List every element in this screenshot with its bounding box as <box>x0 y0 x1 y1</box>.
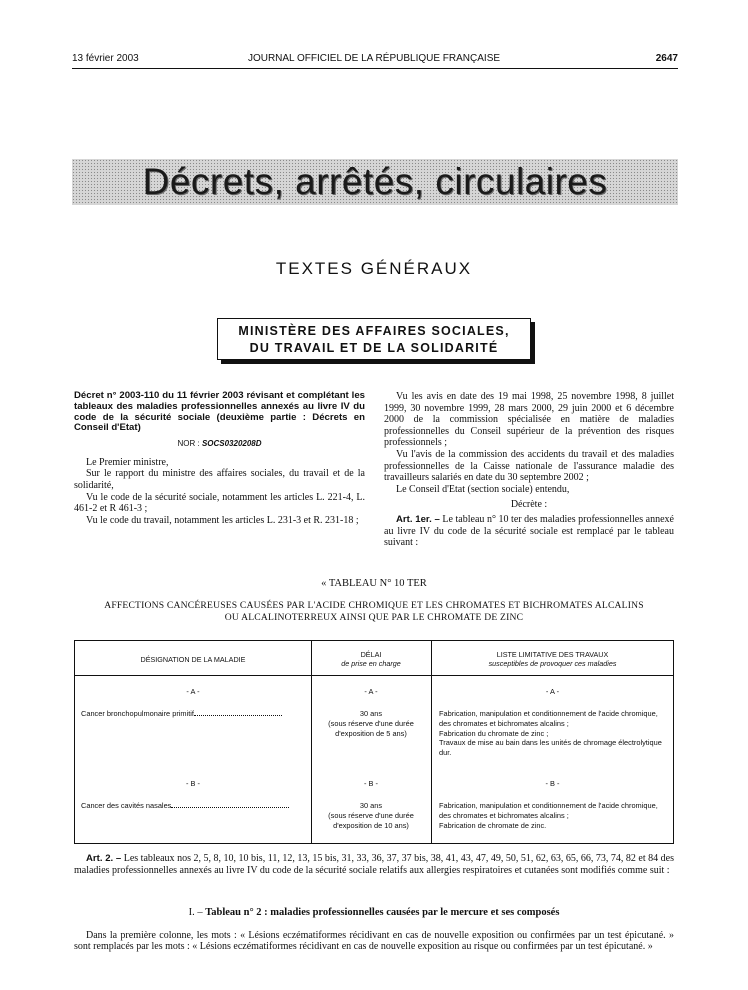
section-1-title: Tableau n° 2 : maladies professionnelles causées par le mercure et ses composés <box>205 907 560 918</box>
table-column-divider <box>431 641 432 843</box>
delay-line: 30 ans <box>359 709 383 718</box>
table-row-b-disease <box>81 801 307 811</box>
header-date: 13 février 2003 <box>72 53 139 64</box>
left-paragraph: Vu le code de la sécurité sociale, notamment les articles L. 221-4, L. 461-2 et R 461-3 ; <box>74 491 365 515</box>
section-b-marker: - B - <box>186 779 200 788</box>
article-1-text: Le tableau n° 10 ter des maladies professionnelles annexé au livre IV du code de la sécurité sociale est remplacé par le tableau suivant : <box>384 513 674 549</box>
ministry-line-2: DU TRAVAIL ET DE LA SOLIDARITÉ <box>249 341 499 355</box>
article-1 <box>384 514 674 549</box>
final-paragraph: Dans la première colonne, les mots : « Lésions eczématiformes récidivant en cas de nouvelle exposition ou confirmées par un test épicutané. » sont remplacés par les mots : « Lésions eczématiformes récidivant en cas de nouvelle exposition au risque ou confirmées par un test épicutané. » <box>74 930 674 953</box>
table-header-works <box>431 650 674 668</box>
right-paragraph: Vu l'avis de la commission des accidents du travail et des maladies professionnelles de la Caisse nationale de l'assurance maladie des travailleurs salariés en date du 30 septembre 2002 ; <box>384 448 674 484</box>
section-a-marker: - A - <box>364 687 378 696</box>
table-header-works-line-2: susceptibles de provoquer ces maladies <box>488 659 617 668</box>
works-item: Travaux de mise au bain dans les unités de chromage électrolytique dur. <box>439 738 662 758</box>
table-header-works-line-1: LISTE LIMITATIVE DES TRAVAUX <box>496 650 609 659</box>
section-a-marker: - A - <box>186 687 200 696</box>
tableau-subtitle-line-2: OU ALCALINOTERREUX AINSI QUE PAR LE CHROMATE DE ZINC <box>224 611 524 623</box>
delay-line: 30 ans <box>359 801 383 810</box>
section-b-marker: - B - <box>364 779 378 788</box>
table-row-b-delay <box>311 801 431 830</box>
article-2-label: Art. 2. – <box>86 853 122 864</box>
leader-dots <box>171 807 289 808</box>
left-paragraph: Sur le rapport du ministre des affaires sociales, du travail et de la solidarité, <box>74 468 365 491</box>
maladies-table <box>74 640 674 844</box>
section-1-prefix: I. – <box>188 907 203 918</box>
nor-label: NOR : <box>177 439 200 449</box>
tableau-subtitle <box>100 600 648 623</box>
disease-name: Cancer des cavités nasales <box>81 801 172 810</box>
tableau-subtitle-line-1: AFFECTIONS CANCÉREUSES CAUSÉES PAR L'ACIDE CHROMIQUE ET LES CHROMATES ET BICHROMATES ALCALINS <box>104 600 644 611</box>
decrete-label: Décrète : <box>510 499 548 511</box>
ministry-line-1: MINISTÈRE DES AFFAIRES SOCIALES, <box>238 324 510 338</box>
left-paragraph: Vu le code du travail, notamment les articles L. 231-3 et R. 231-18 ; <box>86 514 359 526</box>
delay-line: (sous réserve d'une durée <box>328 810 414 820</box>
right-paragraph: Le Conseil d'Etat (section sociale) entendu, <box>396 483 570 495</box>
tableau-title: « TABLEAU N° 10 TER <box>321 578 427 589</box>
table-row-a-disease <box>81 709 307 719</box>
section-banner <box>72 159 678 205</box>
works-item: Fabrication, manipulation et conditionnement de l'acide chromique, des chromates et bichromates alcalins ; <box>439 801 658 820</box>
article-2-text: Les tableaux nos 2, 5, 8, 10, 10 bis, 11, 12, 13, 15 bis, 31, 33, 36, 37, 37 bis, 38, 41, 43, 47, 49, 50, 51, 62, 63, 65, 66, 73, 74, 82 et 84 des maladies professionnelles annexés au livre IV du code de la sécurité sociale relatifs aux allergies respiratoires et cutanées sont modifiés comme suit : <box>74 853 674 876</box>
delay-line: d'exposition de 10 ans) <box>333 820 409 830</box>
right-paragraph: Vu les avis en date des 19 mai 1998, 25 novembre 1998, 8 juillet 1999, 30 novembre 1999, 28 mars 2000, 29 juin 2000 et 6 décembre 2000 de la commission spécialisée en matière de maladies professionnelles du Conseil supérieur de la prévention des risques professionnels ; <box>384 391 674 449</box>
header-journal-title: JOURNAL OFFICIEL DE LA RÉPUBLIQUE FRANÇAISE <box>247 53 501 64</box>
left-column <box>74 391 365 526</box>
table-header-delay <box>311 650 431 668</box>
table-row-b-works <box>439 801 669 830</box>
disease-name: Cancer bronchopulmonaire primitif <box>81 709 194 718</box>
delay-line: d'exposition de 5 ans) <box>335 728 407 738</box>
leader-dots <box>194 715 282 716</box>
header-page-number: 2647 <box>655 53 678 64</box>
right-column <box>384 391 674 549</box>
section-1-heading <box>0 907 748 918</box>
table-header-disease: DÉSIGNATION DE LA MALADIE <box>140 655 246 664</box>
table-row-a-works <box>439 709 669 758</box>
banner-title: Décrets, arrêtés, circulaires <box>142 161 608 202</box>
table-header-delay-line-2: de prise en charge <box>341 659 401 668</box>
section-title: TEXTES GÉNÉRAUX <box>275 259 473 278</box>
nor-value: SOCS0320208D <box>201 439 262 449</box>
works-item: Fabrication, manipulation et conditionnement de l'acide chromique, des chromates et bichromates alcalins ; <box>439 709 658 728</box>
article-2 <box>74 853 674 876</box>
section-b-marker: - B - <box>545 779 560 788</box>
table-row-a-delay <box>311 709 431 738</box>
left-paragraph: Le Premier ministre, <box>86 456 169 468</box>
nor-reference <box>74 438 365 450</box>
works-item: Fabrication du chromate de zinc ; <box>439 728 549 738</box>
section-a-marker: - A - <box>545 687 560 696</box>
ministry-box <box>217 318 531 360</box>
works-item: Fabrication de chromate de zinc. <box>439 820 547 830</box>
delay-line: (sous réserve d'une durée <box>328 718 414 728</box>
decret-title: Décret n° 2003-110 du 11 février 2003 révisant et complétant les tableaux des maladies professionnelles annexés au livre IV du code de la sécurité sociale (deuxième partie : Décrets en Conseil d'Etat) <box>74 390 365 434</box>
table-header-rule <box>75 675 673 676</box>
table-header-delay-line-1: DÉLAI <box>360 650 382 659</box>
header-rule <box>72 68 678 69</box>
article-1-label: Art. 1er. – <box>396 513 440 525</box>
